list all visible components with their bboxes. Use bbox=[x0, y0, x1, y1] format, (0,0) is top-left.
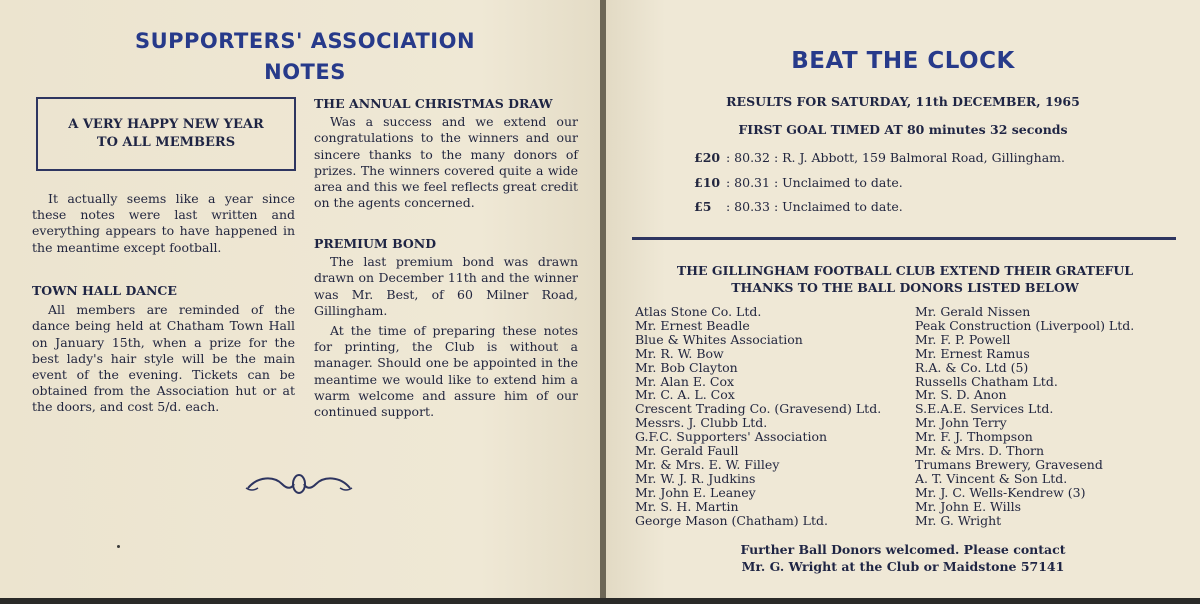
christmas-draw-section bbox=[314, 96, 578, 211]
christmas-draw-heading: THE ANNUAL CHRISTMAS DRAW bbox=[314, 96, 553, 111]
donor-item: Mr. W. J. R. Judkins bbox=[635, 470, 756, 486]
prize-amount: £5 bbox=[694, 199, 712, 214]
town-hall-heading: TOWN HALL DANCE bbox=[32, 283, 177, 298]
donor-item: Mr. G. Wright bbox=[915, 512, 1002, 528]
scroll-ornament-icon bbox=[244, 470, 354, 500]
goal-time: 80.31 bbox=[734, 175, 770, 190]
donor-item: Mr. Gerald Faull bbox=[635, 443, 739, 459]
donor-item: Mr. Ernest Beadle bbox=[635, 317, 750, 333]
title-line-1: SUPPORTERS' ASSOCIATION bbox=[134, 29, 476, 53]
donor-item: G.F.C. Supporters' Association bbox=[635, 429, 828, 445]
donor-item: Messrs. J. Clubb Ltd. bbox=[635, 415, 768, 431]
donor-item: Mr. John E. Wills bbox=[915, 498, 1022, 514]
donor-item: Mr. John E. Leaney bbox=[635, 484, 756, 500]
donor-item: Peak Construction (Liverpool) Ltd. bbox=[915, 317, 1135, 333]
donor-item: Crescent Trading Co. (Gravesend) Ltd. bbox=[635, 401, 882, 417]
results-heading: RESULTS FOR SATURDAY, 11th DECEMBER, 1965 bbox=[726, 94, 1080, 109]
donor-item: Mr. Alan E. Cox bbox=[635, 373, 735, 389]
donor-item: S.E.A.E. Services Ltd. bbox=[915, 401, 1054, 417]
donor-item: Mr. R. W. Bow bbox=[635, 345, 724, 361]
result-row: £5 : 80.33 : Unclaimed to date. bbox=[694, 199, 903, 214]
donor-list-column-1 bbox=[635, 305, 881, 528]
new-year-line-1: A VERY HAPPY NEW YEAR bbox=[68, 117, 264, 132]
christmas-draw-text: Was a success and we extend our congratulations to the winners and our sincere thanks to the many donors of prizes. The winners covered quite a wide area and this we feel reflects great credit on the agents concerned. bbox=[314, 114, 578, 211]
donor-item: George Mason (Chatham) Ltd. bbox=[635, 512, 828, 528]
donor-item: Mr. J. C. Wells-Kendrew (3) bbox=[915, 484, 1086, 500]
thanks-line-2: THANKS TO THE BALL DONORS LISTED BELOW bbox=[731, 280, 1079, 295]
donor-item: Mr. F. J. Thompson bbox=[915, 429, 1033, 445]
manager-text: At the time of preparing these notes for printing, the Club is without a manager. Should one be appointed in the meantime we would like to extend him a warm welcome and assure him of our continued support. bbox=[314, 323, 578, 420]
premium-bond-section bbox=[314, 236, 578, 420]
donor-item: Mr. John Terry bbox=[915, 415, 1007, 431]
donor-item: Mr. Ernest Ramus bbox=[915, 345, 1030, 361]
intro-paragraph-wrap bbox=[32, 191, 295, 256]
goal-time: 80.32 bbox=[734, 150, 770, 165]
new-year-line-2: TO ALL MEMBERS bbox=[96, 135, 236, 150]
left-page bbox=[0, 0, 600, 598]
donor-item: Atlas Stone Co. Ltd. bbox=[635, 304, 762, 319]
donor-item: Mr. Bob Clayton bbox=[635, 359, 738, 375]
donor-item: Mr. C. A. L. Cox bbox=[635, 387, 735, 403]
premium-bond-text: The last premium bond was drawn drawn on December 11th and the winner was Mr. Best, of 60 Milner Road, Gillingham. bbox=[314, 254, 578, 318]
title-line-2: NOTES bbox=[264, 60, 346, 84]
donor-item: Mr. & Mrs. E. W. Filley bbox=[635, 456, 780, 472]
premium-bond-heading: PREMIUM BOND bbox=[314, 236, 437, 251]
divider-rule bbox=[632, 237, 1176, 240]
donor-thanks-heading bbox=[632, 262, 1178, 296]
result-row: £10 : 80.31 : Unclaimed to date. bbox=[694, 175, 903, 190]
prize-amount: £10 bbox=[694, 175, 721, 190]
intro-paragraph: It actually seems like a year since these notes were last written and everything appears to have happened in the meantime except football. bbox=[32, 191, 295, 255]
donor-list-column-2 bbox=[915, 305, 1134, 528]
donor-item: Mr. F. P. Powell bbox=[915, 331, 1011, 347]
right-page bbox=[606, 0, 1200, 598]
supporters-association-title bbox=[120, 26, 490, 88]
footer-line-2: Mr. G. Wright at the Club or Maidstone 57141 bbox=[741, 559, 1065, 574]
goal-time: 80.33 bbox=[734, 199, 770, 214]
first-goal-line: FIRST GOAL TIMED AT 80 minutes 32 seconds bbox=[738, 122, 1068, 137]
town-hall-text: All members are reminded of the dance being held at Chatham Town Hall on January 15th, when a prize for the best lady's hair style will be the main event of the evening. Tickets can be obtained from the Association hut or at the doors, and cost 5/d. each. bbox=[32, 302, 295, 415]
winner: Unclaimed to date. bbox=[782, 175, 903, 190]
donor-item: R.A. & Co. Ltd (5) bbox=[915, 359, 1029, 375]
result-row: £20 : 80.32 : R. J. Abbott, 159 Balmoral Road, Gillingham. bbox=[694, 150, 1065, 165]
beat-the-clock-title: BEAT THE CLOCK bbox=[791, 48, 1015, 74]
thanks-line-1: THE GILLINGHAM FOOTBALL CLUB EXTEND THEIR GRATEFUL bbox=[676, 263, 1134, 278]
town-hall-section bbox=[32, 283, 295, 416]
new-year-box bbox=[36, 97, 296, 171]
prize-amount: £20 bbox=[694, 150, 721, 165]
donor-item: Mr. S. H. Martin bbox=[635, 498, 739, 514]
winner: R. J. Abbott, 159 Balmoral Road, Gillingham. bbox=[782, 150, 1065, 165]
donor-item: Mr. & Mrs. D. Thorn bbox=[915, 443, 1045, 459]
donor-item: Mr. S. D. Anon bbox=[915, 387, 1007, 403]
donor-item: Russells Chatham Ltd. bbox=[915, 373, 1058, 389]
winner: Unclaimed to date. bbox=[782, 199, 903, 214]
donor-contact-footer bbox=[606, 541, 1200, 575]
donor-item: Trumans Brewery, Gravesend bbox=[915, 456, 1103, 472]
footer-line-1: Further Ball Donors welcomed. Please contact bbox=[740, 542, 1066, 557]
donor-item: Blue & Whites Association bbox=[635, 331, 803, 347]
print-speck bbox=[117, 545, 120, 548]
donor-item: A. T. Vincent & Son Ltd. bbox=[915, 470, 1068, 486]
donor-item: Mr. Gerald Nissen bbox=[915, 304, 1031, 319]
